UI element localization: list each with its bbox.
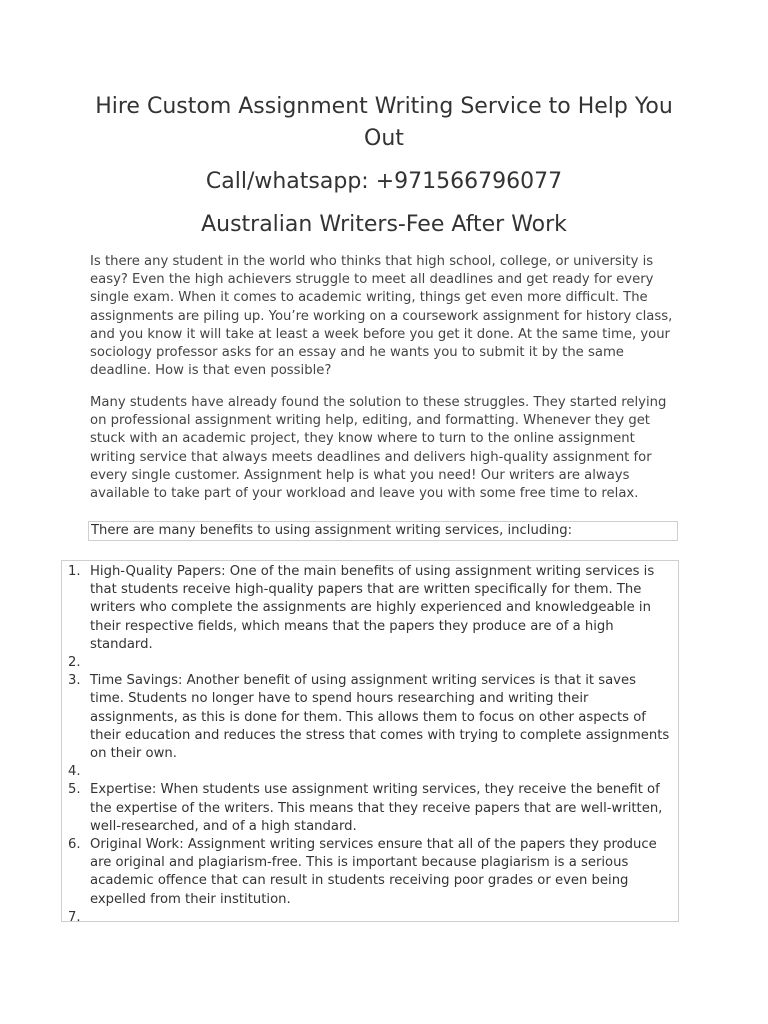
solution-paragraph: Many students have already found the solution to these struggles. They started relying on professional assignment writing help, editing, and formatting. Whenever they get stuck with an academic project, they know where to turn to the online assignment writing service that always meets deadlines and delivers high-quality assignment for every single customer. Assignment help is what you need! Our writers are always available to take part of your workload and leave you with some free time to relax.	[90, 395, 667, 502]
contact-heading: Call/whatsapp: +971566796077	[205, 169, 563, 194]
benefits-list	[62, 563, 678, 927]
list-item-number: 4.	[68, 764, 81, 780]
list-item-text: High-Quality Papers: One of the main benefits of using assignment writing services is that students receive high-quality papers that are written specifically for them. The writers who complete the assignments are highly experienced and knowledgeable in their respective fields, which means that the papers they produce are of a high standard.	[90, 564, 655, 652]
subtitle-heading: Australian Writers-Fee After Work	[201, 212, 567, 237]
benefits-intro-box: There are many benefits to using assignment writing services, including:	[88, 521, 678, 541]
list-item	[62, 781, 678, 836]
intro-paragraph: Is there any student in the world who thinks that high school, college, or university is easy? Even the high achievers struggle to meet all deadlines and get ready for every single exam. When it comes to academic writing, things get even more difficult. The assignments are piling up. You’re working on a coursework assignment for history class, and you know it will take at least a week before you get it done. At the same time, your sociology professor asks for an essay and he wants you to submit it by the same deadline. How is that even possible?	[90, 254, 673, 379]
list-item	[62, 654, 678, 672]
list-item-text: Original Work: Assignment writing services ensure that all of the papers they produce are original and plagiarism-free. This is important because plagiarism is a serious academic offence that can result in students receiving poor grades or even being expelled from their institution.	[90, 837, 657, 907]
list-item-text: Time Savings: Another benefit of using assignment writing services is that it saves time. Students no longer have to spend hours researching and writing their assignments, as this is done for them. This allows them to focus on other aspects of their education and reduces the stress that comes with trying to complete assignments on their own.	[90, 673, 670, 762]
list-item-number: 3.	[68, 673, 81, 689]
list-item	[62, 909, 678, 927]
list-item-number: 5.	[68, 782, 81, 798]
page-title: Hire Custom Assignment Writing Service to Help You Out	[95, 94, 673, 151]
list-item	[62, 836, 678, 909]
benefits-list-box	[61, 560, 679, 925]
list-item-text: Expertise: When students use assignment writing services, they receive the benefit of the expertise of the writers. This means that they receive papers that are well-written, well-researched, and of a high standard.	[90, 782, 663, 834]
list-item-number: 1.	[68, 564, 81, 579]
list-item-number: 2.	[68, 655, 81, 671]
list-item	[62, 763, 678, 781]
list-item-number: 7.	[68, 909, 81, 925]
list-item-number: 6.	[68, 837, 81, 853]
list-item	[62, 563, 678, 654]
list-item	[62, 672, 678, 763]
